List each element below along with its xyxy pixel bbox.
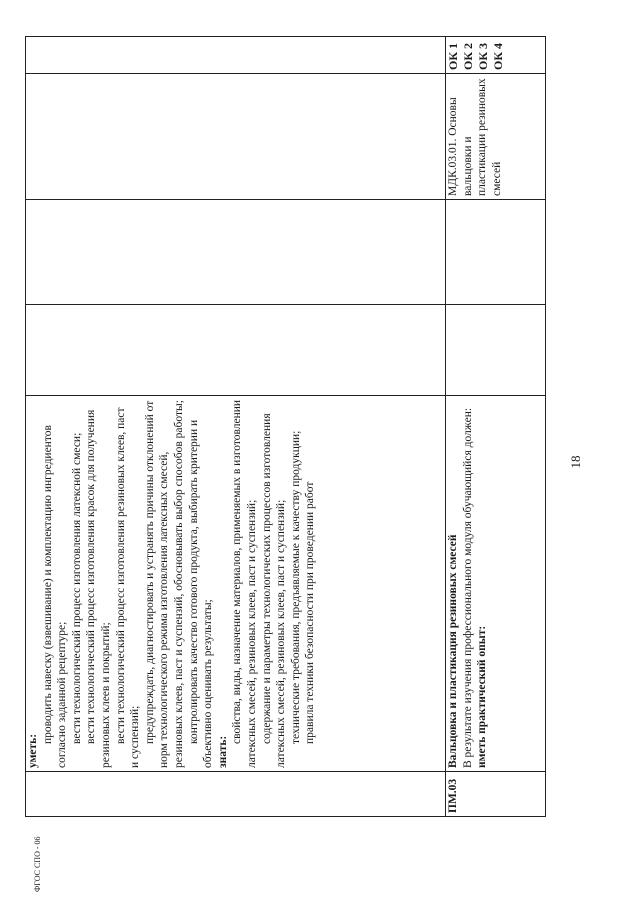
content-line: иметь практический опыт: (476, 625, 489, 768)
content-line: правила техники безопасности при проведении работ (304, 481, 317, 744)
mdk-cell-empty (26, 74, 446, 200)
content-line: контролировать качество готового продукта, выбирать критерии и объективно оценивать результаты; (187, 419, 215, 768)
content-line: уметь: (27, 733, 39, 768)
content-line: предупреждать, диагностировать и устранять причины отклонений от норм технологического режима изготовления латексных смесей, резиновых клеев, паст и суспензий, обосновывать выбор способов работы; (143, 400, 185, 768)
standards-table (25, 36, 546, 817)
content-cell (446, 396, 546, 772)
competency-item: ОК 3 (476, 42, 490, 70)
content-line: В результате изучения профессионального модуля обучающийся должен: (461, 407, 474, 768)
competency-item: ОК 2 (461, 42, 475, 70)
competency-cell-empty (26, 37, 446, 74)
mdk-text: МДК.03.01. Основы вальцовки и пластикации резиновых смесей (447, 78, 503, 196)
content-line: вести технологический процесс изготовления красок для получения резиновых клеев и покрытий; (85, 409, 112, 768)
content-line: вести технологический процесс изготовления латексной смеси; (70, 432, 83, 744)
content-line: свойства, виды, назначение материалов, применяемых в изготовлении латексных смесей, резиновых клеев, паст и суспензий; (231, 399, 258, 768)
content-cell (26, 396, 446, 772)
mdk-cell (446, 74, 546, 200)
competency-cell (446, 37, 546, 74)
hours-required-cell (446, 200, 546, 305)
competency-list (446, 40, 506, 70)
footer-code: ФГОС СПО - 06 (33, 836, 42, 892)
content-line: содержание и параметры технологических процессов изготовления латексных смесей, резиновых клеев, паст и суспензий; (260, 413, 288, 768)
table-row-pm03 (446, 37, 546, 817)
code-cell-empty (26, 772, 446, 817)
hours-max-cell (446, 305, 546, 396)
content-line: проводить навеску (взвешивание) и комплектацию ингредиентов согласно заданной рецептуре; (41, 425, 69, 768)
content-line: Вальцовка и пластикация резиновых смесей (447, 534, 459, 768)
content-paragraphs (446, 399, 490, 768)
competency-item: ОК 4 (491, 42, 505, 70)
module-code: ПМ.03 (446, 772, 546, 817)
hours-max-cell (26, 305, 446, 396)
competency-item: ОК 1 (446, 42, 460, 70)
page-number: 18 (568, 455, 583, 469)
content-line: технические требования, предъявляемые к качеству продукции; (289, 430, 302, 744)
table-row-pm02-continued (26, 37, 446, 817)
rotated-page (25, 32, 605, 892)
content-paragraphs (26, 399, 318, 768)
content-line: вести технологический процесс изготовления резиновых клеев, паст и суспензий; (114, 407, 142, 768)
hours-required-cell (26, 200, 446, 305)
content-line: знать: (216, 735, 229, 768)
